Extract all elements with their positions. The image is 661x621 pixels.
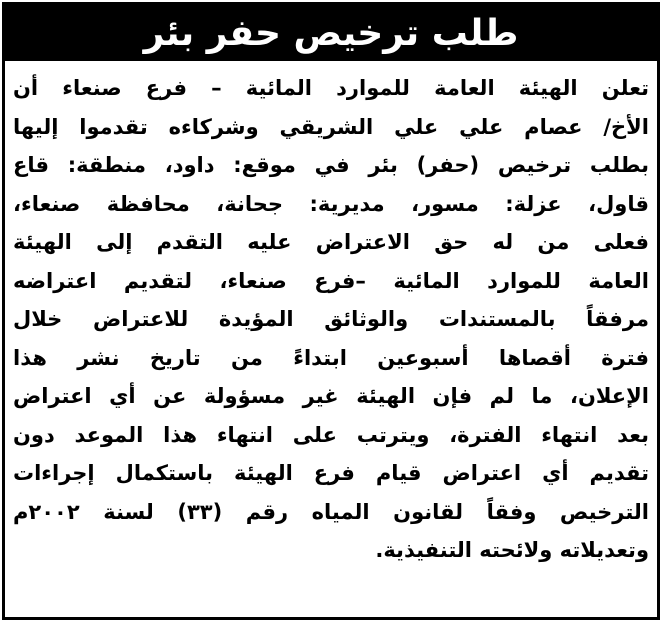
well-license-notice	[2, 2, 660, 620]
notice-title: طلب ترخيص حفر بئر	[5, 5, 657, 61]
notice-line: قاول، عزلة: مسور، مديرية: جحانة، محافظة صنعاء،	[13, 191, 649, 216]
notice-line: مرفقاً بالمستندات والوثائق المؤيدة للاعتراض خلال	[13, 307, 649, 331]
notice-line: الأخ/ عصام علي علي الشريقي وشركاءه تقدموا إليها	[13, 114, 649, 139]
notice-line: تقديم أي اعتراض قيام فرع الهيئة باستكمال إجراءات	[13, 461, 649, 485]
notice-line: العامة للموارد المائية –فرع صنعاء، لتقديم اعتراضه	[13, 268, 649, 293]
notice-line-last: وتعديلاته ولائحته التنفيذية.	[375, 538, 649, 562]
notice-line: تعلن الهيئة العامة للموارد المائية – فرع صنعاء أن	[13, 76, 649, 100]
notice-line: فترة أقصاها أسبوعين ابتداءً من تاريخ نشر هذا	[13, 345, 649, 370]
notice-line: الترخيص وفقاً لقانون المياه رقم (٣٣) لسنة ٢٠٠٢م	[13, 499, 649, 524]
notice-line: بعد انتهاء الفترة، ويترتب على انتهاء هذا الموعد دون	[13, 422, 649, 447]
notice-line: الإعلان، ما لم فإن الهيئة غير مسؤولة عن أي اعتراض	[13, 384, 649, 408]
notice-body	[13, 69, 649, 570]
notice-line: فعلى من له حق الاعتراض عليه التقدم إلى الهيئة	[13, 230, 649, 254]
notice-line: بطلب ترخيص (حفر) بئر في موقع: داود، منطقة: قاع	[13, 153, 649, 177]
